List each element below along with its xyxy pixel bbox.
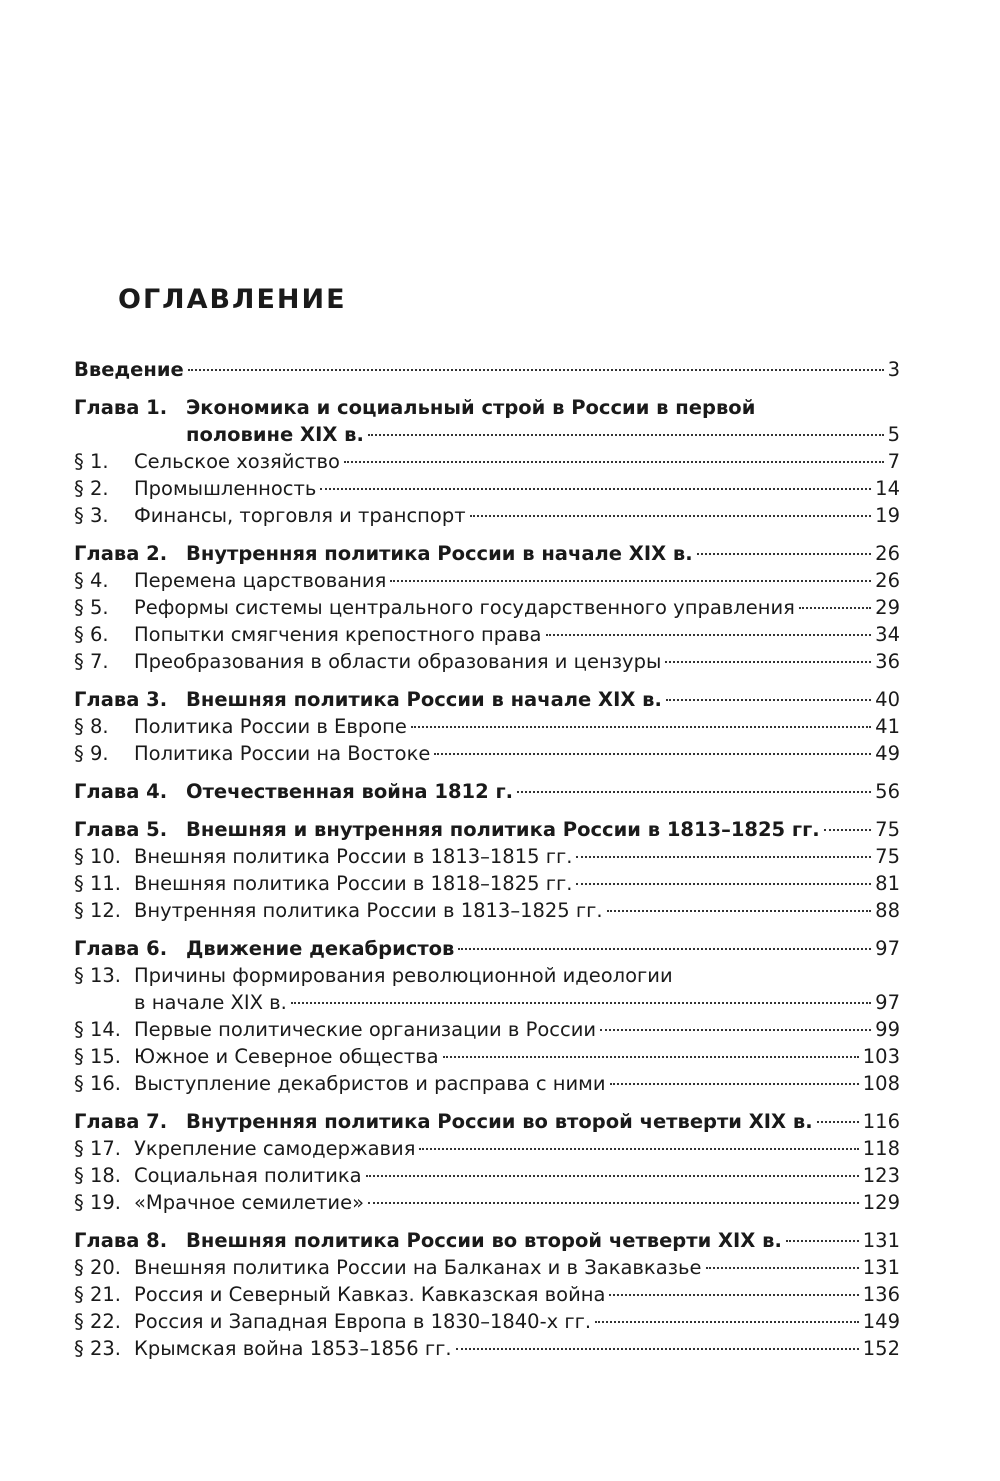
toc-page-number: 19 [875,504,900,527]
section-number: § 6. [74,623,109,646]
chapter-title: Внутренняя политика России в начале XIX в. [186,542,693,565]
toc-section-entry[interactable] [74,897,900,924]
toc-page-number: 131 [862,1256,900,1279]
chapter-number: Глава 3. [74,688,168,711]
dot-leader [786,1240,859,1242]
section-number: § 11. [74,872,121,895]
chapter-title: Внешняя и внутренняя политика России в 1813–1825 гг. [186,818,820,841]
toc-chapter-group [74,1227,900,1362]
section-title: Внутренняя политика России в 1813–1825 гг. [134,899,603,922]
toc-chapter-entry[interactable] [74,540,900,567]
toc-chapter-group [74,1108,900,1216]
toc-chapter-entry[interactable] [74,778,900,805]
toc-chapter-entry[interactable] [74,1227,900,1254]
section-number: § 16. [74,1072,121,1095]
toc-page-number: 29 [875,596,900,619]
chapter-number: Глава 2. [74,542,168,565]
dot-leader [368,1202,859,1204]
section-title: Причины формирования революционной идеологии [134,964,673,987]
dot-leader [697,553,872,555]
toc-section-entry[interactable] [74,1162,900,1189]
dot-leader [366,1175,859,1177]
section-number: § 5. [74,596,109,619]
section-number: § 14. [74,1018,121,1041]
dot-leader [419,1148,858,1150]
section-title: Внешняя политика России в 1818–1825 гг. [134,872,573,895]
chapter-number: Глава 4. [74,780,168,803]
section-title: Россия и Северный Кавказ. Кавказская война [134,1283,606,1306]
section-number: § 19. [74,1191,121,1214]
section-title: Преобразования в области образования и цензуры [134,650,662,673]
dot-leader [344,461,884,463]
section-number: § 1. [74,450,109,473]
toc-section-entry[interactable] [74,1335,900,1362]
dot-leader [817,1121,859,1123]
section-title: Внешняя политика России на Балканах и в Закавказье [134,1256,702,1279]
toc-page-number: 88 [875,899,900,922]
section-number: § 20. [74,1256,121,1279]
toc-page-number: 116 [862,1110,900,1133]
toc-entry-title: Введение [74,358,184,381]
section-title: Перемена царствования [134,569,387,592]
toc-section-entry[interactable] [74,648,900,675]
section-title: Укрепление самодержавия [134,1137,416,1160]
dot-leader [610,1083,859,1085]
toc-chapter-entry[interactable] [74,935,900,962]
toc-section-entry[interactable] [74,962,900,989]
toc-page-number: 26 [875,542,900,565]
table-of-contents [74,356,900,1373]
toc-page-number: 123 [862,1164,900,1187]
section-number: § 8. [74,715,109,738]
chapter-number: Глава 5. [74,818,168,841]
dot-leader [595,1321,859,1323]
toc-page-number: 41 [875,715,900,738]
toc-section-entry[interactable] [74,448,900,475]
dot-leader [517,791,871,793]
section-title: Крымская война 1853–1856 гг. [134,1337,452,1360]
section-number: § 23. [74,1337,121,1360]
dot-leader [470,515,872,517]
dot-leader [443,1056,859,1058]
section-title: Политика России в Европе [134,715,407,738]
dot-leader [799,607,871,609]
dot-leader [291,1002,871,1004]
toc-intro-group [74,356,900,383]
chapter-number: Глава 6. [74,937,168,960]
chapter-title: Движение декабристов [186,937,455,960]
section-number: § 17. [74,1137,121,1160]
chapter-title: Отечественная война 1812 г. [186,780,514,803]
toc-section-entry[interactable] [74,843,900,870]
toc-section-entry[interactable] [74,713,900,740]
dot-leader [368,434,884,436]
toc-chapter-entry[interactable] [74,394,900,421]
toc-page-number: 97 [875,991,900,1014]
section-number: § 9. [74,742,109,765]
section-title: Внешняя политика России в 1813–1815 гг. [134,845,573,868]
toc-section-entry[interactable] [74,1189,900,1216]
section-title: Реформы системы центрального государственного управления [134,596,795,619]
dot-leader [546,634,872,636]
toc-page-number: 103 [862,1045,900,1068]
dot-leader [609,1294,858,1296]
toc-page-number: 97 [875,937,900,960]
chapter-title: половине XIX в. [186,423,364,446]
section-number: § 7. [74,650,109,673]
section-title: Южное и Северное общества [134,1045,439,1068]
section-title: Попытки смягчения крепостного права [134,623,542,646]
dot-leader [576,856,871,858]
page-title: ОГЛАВЛЕНИЕ [118,284,347,315]
toc-section-entry[interactable] [74,1254,900,1281]
toc-section-entry[interactable] [74,594,900,621]
dot-leader [411,726,871,728]
toc-section-entry[interactable] [74,621,900,648]
section-title: Промышленность [134,477,317,500]
dot-leader [390,580,871,582]
dot-leader [666,699,871,701]
chapter-title: Внутренняя политика России во второй четверти XIX в. [186,1110,813,1133]
dot-leader [576,883,871,885]
toc-page-number: 36 [875,650,900,673]
toc-section-entry[interactable] [74,1070,900,1097]
section-title: Выступление декабристов и расправа с ними [134,1072,606,1095]
toc-chapter-group [74,540,900,675]
section-title: в начале XIX в. [134,991,287,1014]
chapter-title: Внешняя политика России во второй четверти XIX в. [186,1229,782,1252]
dot-leader [824,829,871,831]
chapter-title: Внешняя политика России в начале XIX в. [186,688,662,711]
section-number: § 4. [74,569,109,592]
toc-page-number: 26 [875,569,900,592]
toc-page-number: 99 [875,1018,900,1041]
toc-page-number: 14 [875,477,900,500]
toc-section-entry[interactable] [74,870,900,897]
chapter-number: Глава 7. [74,1110,168,1133]
dot-leader [706,1267,859,1269]
toc-page-number: 75 [875,845,900,868]
toc-chapter-group [74,778,900,805]
toc-section-entry[interactable] [74,740,900,767]
toc-page-number: 108 [862,1072,900,1095]
section-title: Сельское хозяйство [134,450,340,473]
toc-chapter-group [74,394,900,529]
toc-page-number: 49 [875,742,900,765]
dot-leader [665,661,871,663]
chapter-number: Глава 1. [74,396,168,419]
dot-leader [188,369,884,371]
section-number: § 10. [74,845,121,868]
toc-page-number: 56 [875,780,900,803]
toc-page-number: 40 [875,688,900,711]
section-title: Социальная политика [134,1164,362,1187]
toc-page-number: 34 [875,623,900,646]
toc-chapter-group [74,935,900,1097]
section-number: § 22. [74,1310,121,1333]
section-number: § 21. [74,1283,121,1306]
toc-page-number: 3 [887,358,900,381]
section-title: Россия и Западная Европа в 1830–1840-х гг. [134,1310,592,1333]
section-number: § 3. [74,504,109,527]
toc-section-entry[interactable] [74,567,900,594]
toc-chapter-entry[interactable] [74,686,900,713]
toc-section-entry[interactable] [74,1135,900,1162]
toc-page-number: 149 [862,1310,900,1333]
toc-chapter-entry[interactable] [74,816,900,843]
chapter-number: Глава 8. [74,1229,168,1252]
toc-section-entry[interactable] [74,1308,900,1335]
toc-page-number: 7 [887,450,900,473]
section-title: Финансы, торговля и транспорт [134,504,466,527]
toc-section-entry[interactable] [74,1043,900,1070]
dot-leader [600,1029,871,1031]
section-title: «Мрачное семилетие» [134,1191,365,1214]
toc-page-number: 5 [887,423,900,446]
dot-leader [607,910,872,912]
toc-chapter-entry[interactable] [74,1108,900,1135]
toc-page-number: 136 [862,1283,900,1306]
toc-chapter-entry-continued[interactable] [74,421,900,448]
section-number: § 12. [74,899,121,922]
toc-section-entry[interactable] [74,502,900,529]
toc-section-entry[interactable] [74,1281,900,1308]
section-number: § 15. [74,1045,121,1068]
section-number: § 13. [74,964,121,987]
dot-leader [320,488,871,490]
toc-chapter-group [74,686,900,767]
toc-section-entry[interactable] [74,475,900,502]
toc-page-number: 118 [862,1137,900,1160]
toc-section-entry[interactable] [74,1016,900,1043]
section-number: § 2. [74,477,109,500]
dot-leader [458,948,871,950]
toc-chapter-group [74,816,900,924]
toc-section-entry-continued[interactable] [74,989,900,1016]
section-number: § 18. [74,1164,121,1187]
chapter-title: Экономика и социальный строй в России в первой [186,396,756,419]
section-title: Политика России на Востоке [134,742,431,765]
dot-leader [456,1348,859,1350]
toc-page-number: 129 [862,1191,900,1214]
toc-entry-intro[interactable] [74,356,900,383]
toc-page-number: 131 [862,1229,900,1252]
toc-page-number: 75 [875,818,900,841]
section-title: Первые политические организации в России [134,1018,597,1041]
toc-page-number: 81 [875,872,900,895]
toc-page-number: 152 [862,1337,900,1360]
dot-leader [434,753,871,755]
